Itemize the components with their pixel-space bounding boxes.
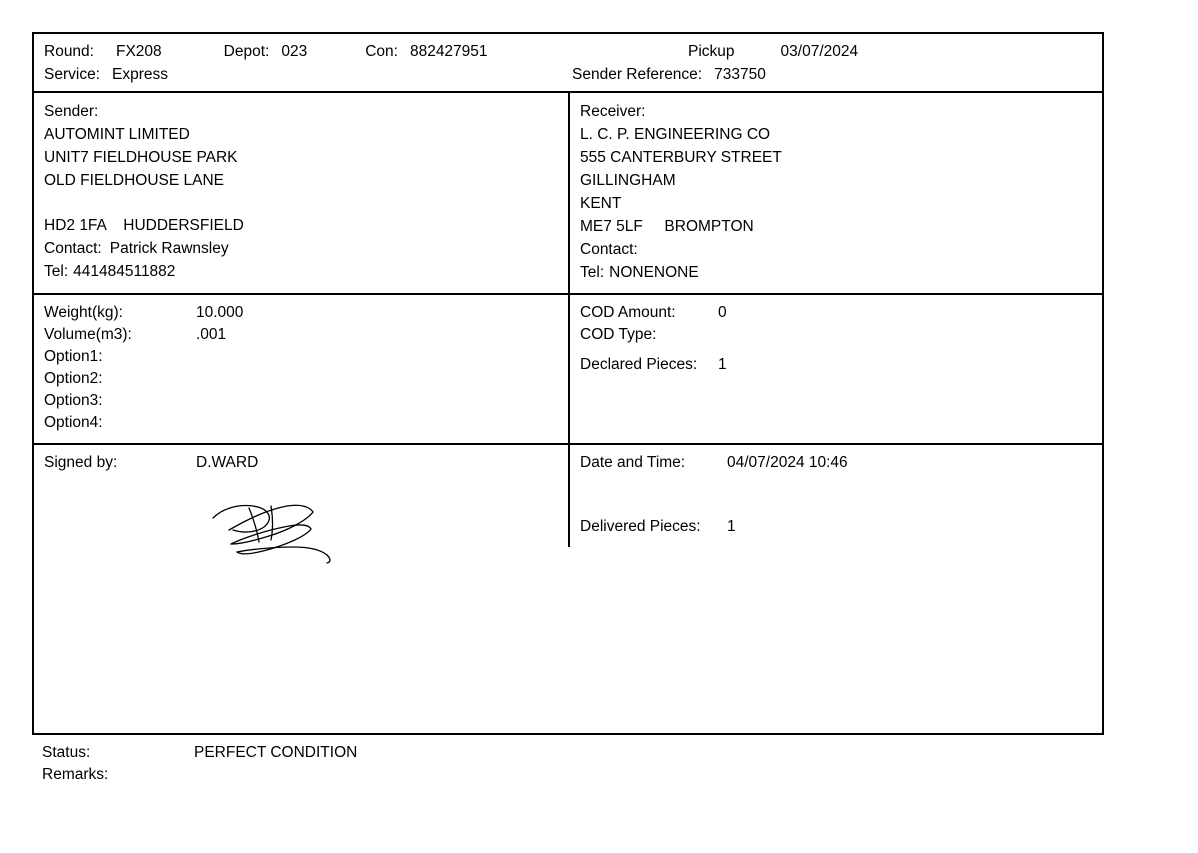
receiver-block (568, 93, 1102, 293)
option2-label: Option2: (44, 370, 103, 387)
con-label: Con: (365, 43, 398, 60)
receiver-postcode-city: ME7 5LF BROMPTON (580, 218, 754, 235)
delivered-pieces-row (580, 516, 1102, 538)
status-row (42, 742, 1104, 764)
cod-amount-label: COD Amount: (580, 304, 676, 321)
date-time-value: 04/07/2024 10:46 (727, 454, 848, 471)
addresses-section (32, 91, 1104, 293)
date-time-row (580, 452, 1102, 474)
header-section (32, 32, 1104, 91)
header-left-column (34, 40, 568, 86)
sender-tel-line (44, 260, 568, 283)
receiver-tel-value: NONENONE (609, 264, 699, 281)
weight-row (44, 302, 568, 324)
depot-value: 023 (281, 43, 308, 60)
volume-label: Volume(m3): (44, 326, 132, 343)
option1-row (44, 346, 568, 368)
cod-type-label: COD Type: (580, 326, 657, 343)
con-value: 882427951 (409, 43, 488, 60)
service-label: Service: (44, 66, 100, 83)
date-time-label: Date and Time: (580, 454, 686, 471)
consignment-details-section (32, 293, 1104, 443)
sender-line-3: OLD FIELDHOUSE LANE (44, 172, 225, 189)
receiver-line-3: GILLINGHAM (580, 172, 676, 189)
consignment-right-column (568, 295, 1102, 443)
receiver-contact-label: Contact: (580, 241, 638, 258)
declared-pieces-value: 1 (718, 356, 727, 373)
receiver-tel-line (580, 261, 1102, 284)
sender-tel-value: 441484511882 (73, 263, 176, 280)
status-value: PERFECT CONDITION (194, 744, 358, 761)
remarks-row (42, 764, 1104, 786)
signed-by-row (44, 452, 568, 474)
header-round-line (44, 40, 568, 63)
receiver-contact-line (580, 238, 1102, 261)
status-label: Status: (42, 744, 91, 761)
signature-image (209, 500, 369, 570)
sender-title: Sender: (44, 103, 99, 120)
receiver-line-2: 555 CANTERBURY STREET (580, 149, 782, 166)
cod-amount-value: 0 (718, 304, 727, 321)
option3-row (44, 390, 568, 412)
footer-section (32, 735, 1104, 786)
option1-label: Option1: (44, 348, 103, 365)
receiver-tel-label: Tel: (580, 264, 605, 281)
sender-spacer (44, 192, 568, 214)
option4-label: Option4: (44, 414, 103, 431)
signed-by-value: D.WARD (196, 454, 259, 471)
signed-by-label: Signed by: (44, 454, 118, 471)
receiver-title: Receiver: (580, 103, 646, 120)
volume-row (44, 324, 568, 346)
sender-line-2: UNIT7 FIELDHOUSE PARK (44, 149, 238, 166)
header-sender-reference-line (572, 63, 1102, 86)
depot-label: Depot: (223, 43, 270, 60)
declared-pieces-row (580, 354, 1102, 376)
receiver-line-1: L. C. P. ENGINEERING CO (580, 126, 771, 143)
round-value: FX208 (115, 43, 162, 60)
cod-amount-row (580, 302, 1102, 324)
delivered-pieces-value: 1 (727, 518, 736, 535)
delivered-pieces-label: Delivered Pieces: (580, 518, 701, 535)
sender-contact-line (44, 237, 568, 260)
delivery-signature-section (32, 443, 1104, 735)
sender-line-1: AUTOMINT LIMITED (44, 126, 190, 143)
sender-contact-value: Patrick Rawnsley (109, 240, 229, 257)
declared-pieces-label: Declared Pieces: (580, 356, 698, 373)
sender-contact-label: Contact: (44, 240, 102, 257)
sender-reference-value: 733750 (714, 66, 766, 83)
volume-value: .001 (196, 326, 227, 343)
pickup-label: Pickup (688, 43, 735, 60)
header-pickup-line (572, 40, 1102, 63)
header-service-line (44, 63, 568, 86)
consignment-left-column (34, 295, 568, 443)
option2-row (44, 368, 568, 390)
cod-type-row (580, 324, 1102, 346)
signature-right-column (568, 445, 1102, 547)
sender-postcode-city: HD2 1FA HUDDERSFIELD (44, 217, 244, 234)
header-right-column (568, 40, 1102, 86)
weight-label: Weight(kg): (44, 304, 123, 321)
pickup-date: 03/07/2024 (780, 43, 859, 60)
round-label: Round: (44, 43, 94, 60)
remarks-label: Remarks: (42, 766, 109, 783)
proof-of-delivery-document (32, 32, 1104, 786)
option3-label: Option3: (44, 392, 103, 409)
sender-block (34, 93, 568, 293)
receiver-line-4: KENT (580, 195, 622, 212)
sender-tel-label: Tel: (44, 263, 69, 280)
sender-reference-label: Sender Reference: (572, 66, 703, 83)
option4-row (44, 412, 568, 434)
weight-value: 10.000 (196, 304, 244, 321)
service-value: Express (112, 66, 168, 83)
